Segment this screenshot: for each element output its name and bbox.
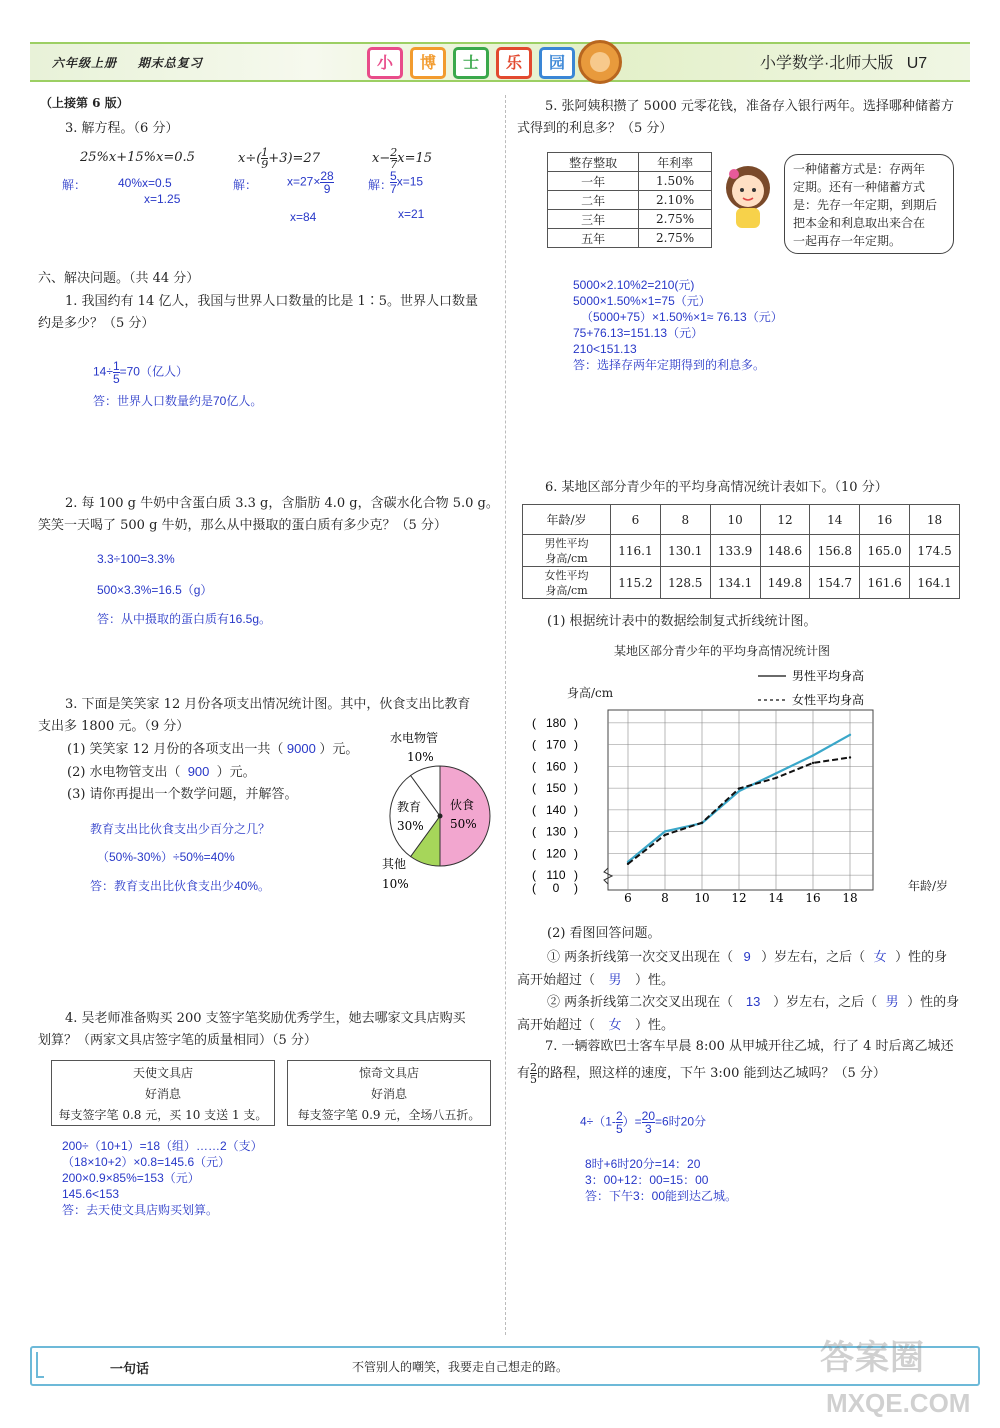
chart-xtick-10: 10 <box>694 891 710 905</box>
q1-text-2: 约是多少？（5 分） <box>38 316 155 331</box>
q6-a1-sex2: 男 <box>608 972 622 987</box>
q3-part2: (2) 水电物管支出（ 900 ）元。 <box>67 761 256 784</box>
q5-text-2: 式得到的利息多？（5 分） <box>517 121 673 136</box>
q5-line-1: 5000×2.10%2=210(元) <box>573 278 695 292</box>
q5-text-1: 5. 张阿姨积攒了 5000 元零花钱，准备存入银行两年。选择哪种储蓄方 <box>545 99 954 114</box>
eq3-text: x− $\frac{2}{7}$ x=15 <box>372 146 433 171</box>
q4-answer: 答：去天使文具店购买划算。 <box>62 1203 219 1217</box>
eq3-label: 解： <box>368 178 393 192</box>
watermark-bottom: MXQE.COM <box>826 1388 971 1418</box>
q7-calc: 4÷（1- $\frac{2}{5}$ ）= $\frac{20}{3}$ =6时20分 <box>580 1109 707 1136</box>
header-subject <box>760 50 927 73</box>
chart-ytick-bracket-r: ) <box>574 737 578 752</box>
q6-a2-age: 13 <box>745 994 761 1009</box>
q2-answer: 答：从中摄取的蛋白质有16.5g。 <box>97 612 272 626</box>
q5-line-2: 5000×1.50%×1=75（元） <box>573 294 711 308</box>
brand-char-3: 士 <box>453 47 489 79</box>
q3-part3: (3) 请你再提出一个数学问题，并解答。 <box>67 787 298 802</box>
q7-text-1: 7. 一辆蓉欧巴士客车早晨 8:00 从甲城开往乙城，行了 4 时后离乙城还 <box>545 1039 954 1054</box>
girl-avatar-icon <box>720 160 776 230</box>
chart-title: 某地区部分青少年的平均身高情况统计图 <box>614 644 831 658</box>
q2-step2: 500×3.3%=16.5（g） <box>97 583 213 597</box>
male-point-8 <box>664 830 666 832</box>
interest-table: 整存整取 年利率 一年 1.50% 二年 2.10% 三年 2.75% 五年 2.75% <box>547 152 712 248</box>
q6-text: 6. 某地区部分青少年的平均身高情况统计表如下。（10 分） <box>545 480 888 495</box>
chart-ytick-130: 130 <box>545 824 567 839</box>
expense-pie-chart <box>370 720 500 895</box>
q3-part2-answer: 900 <box>187 764 210 779</box>
height-table: 年龄/岁 6 8 10 12 14 16 18 男性平均 身高/cm 116.1 130.1 133.9 148.6 156.8 165.0 174.5 女性平均 身高/cm 115.2 128.5 134.1 149.8 154.7 161.6 164.1 <box>522 504 960 599</box>
chart-ytick-150: 150 <box>545 781 567 796</box>
header-section: 期末总复习 <box>137 56 203 70</box>
female-point-16 <box>812 762 814 764</box>
height-th-age: 年龄/岁 <box>523 505 611 535</box>
chart-ytick-bracket-r: ) <box>574 868 578 883</box>
q1-answer: 答：世界人口数量约是70亿人。 <box>93 394 263 408</box>
shop1-name: 天使文具店 <box>132 1066 193 1080</box>
q5-line-5: 210<151.13 <box>573 342 637 356</box>
chart-ytick-bracket-r: ) <box>574 715 578 730</box>
lion-mascot-icon <box>578 40 622 84</box>
q3-part1: (1) 笑笑家 12 月份的各项支出一共（ 9000 ）元。 <box>67 738 358 761</box>
q7-line-2: 3：00+12：00=15：00 <box>585 1173 709 1187</box>
q5-line-3: （5000+75）×1.50%×1≈ 76.13（元） <box>581 310 783 324</box>
brand-char-4: 乐 <box>496 47 532 79</box>
q7-answer: 答：下午3：00能到达乙城。 <box>585 1189 738 1203</box>
brand-char-2: 博 <box>410 47 446 79</box>
eq1-step1: 40%x=0.5 <box>118 176 172 190</box>
q1-calc: 14÷ $\frac{1}{5}$ =70（亿人） <box>93 359 188 386</box>
q5-solution <box>573 277 783 373</box>
q7-solution <box>585 1156 737 1204</box>
q2-text-2: 笑笑一天喝了 500 g 牛奶，那么从中摄取的蛋白质有多少克？（5 分） <box>38 518 447 533</box>
footer-label: 一句话 <box>110 1361 150 1376</box>
q6-answer1-line1: ① 两条折线第一次交叉出现在（ 9 ）岁左右，之后（ 女 ）性的身 <box>547 946 947 969</box>
q3-text-1: 3. 下面是笑笑家 12 月份各项支出情况统计图。其中，伙食支出比教育 <box>65 697 471 712</box>
legend-female-label: 女性平均身高 <box>792 693 865 707</box>
interest-th-term: 整存整取 <box>548 153 639 172</box>
q7-text-2: 有 $\frac{2}{5}$ 的路程，照这样的速度，下午 3:00 能到达乙城吗？（5 分） <box>517 1061 886 1086</box>
pie-pct-edu: 30% <box>397 819 424 833</box>
chart-ytick-140: 140 <box>545 802 567 817</box>
q3-calc: （50%-30%）÷50%=40% <box>97 850 235 864</box>
q4-line-1: 200÷（10+1）=18（组）……2（支） <box>62 1139 263 1153</box>
brand-char-5: 园 <box>539 47 575 79</box>
q1-text-1: 1. 我国约有 14 亿人，我国与世界人口数量的比是 1∶5。世界人口数量 <box>65 294 479 309</box>
q3-eq-title: 3. 解方程。（6 分） <box>65 121 179 136</box>
chart-ylabel: 身高/cm <box>567 686 614 700</box>
chart-ytick-bracket-l: ( <box>532 759 536 774</box>
chart-ytick-bracket-l: ( <box>532 715 536 730</box>
female-point-10 <box>701 822 703 824</box>
eq2-step1: x=27× $\frac{28}{9}$ <box>287 169 334 196</box>
chart-xtick-14: 14 <box>768 891 784 905</box>
eq2-text: x÷( $\frac{1}{9}$ +3)=27 <box>238 146 320 171</box>
column-divider <box>505 95 506 1335</box>
q7-line-1: 8时+6时20分=14：20 <box>585 1157 701 1171</box>
female-point-14 <box>775 777 777 779</box>
shop1-card <box>51 1060 275 1126</box>
chart-ytick-bracket-l: ( <box>532 824 536 839</box>
chart-ytick-bracket-r: ) <box>574 881 578 895</box>
pie-pct-other: 10% <box>382 877 409 891</box>
male-point-14 <box>775 772 777 774</box>
q6-a1-age: 9 <box>743 949 751 964</box>
shop2-sub: 好消息 <box>370 1087 407 1101</box>
q4-line-4: 145.6<153 <box>62 1187 120 1201</box>
male-point-16 <box>812 754 814 756</box>
chart-ytick-0: 0 <box>552 881 560 895</box>
chart-xtick-16: 16 <box>805 891 821 905</box>
interest-th-rate: 年利率 <box>639 153 712 172</box>
pie-center <box>438 814 443 819</box>
pie-pct-food: 50% <box>450 817 477 831</box>
q3-answer: 答：教育支出比伙食支出少40%。 <box>90 879 271 893</box>
page-code: U7 <box>906 55 928 72</box>
chart-ytick-170: 170 <box>545 737 567 752</box>
brand-char-1: 小 <box>367 47 403 79</box>
q3-part1-answer: 9000 <box>286 741 316 756</box>
pie-label-food: 伙食 <box>450 798 475 812</box>
q4-text-1: 4. 吴老师准备购买 200 支签字笔奖励优秀学生，她去哪家文具店购买 <box>65 1011 466 1026</box>
q6-answer2-line1: ② 两条折线第二次交叉出现在（ 13 ）岁左右，之后（ 男 ）性的身 <box>547 991 959 1014</box>
chart-ytick-bracket-l: ( <box>532 881 536 895</box>
eq1-label: 解： <box>62 178 87 192</box>
chart-ytick-bracket-r: ) <box>574 781 578 796</box>
continued-note: （上接第 6 版） <box>40 96 129 110</box>
eq1-text: 25%x+15%x=0.5 <box>80 150 195 165</box>
chart-xtick-12: 12 <box>731 891 747 905</box>
chart-frame <box>608 710 873 890</box>
chart-xtick-18: 18 <box>842 891 858 905</box>
chart-ytick-bracket-r: ) <box>574 759 578 774</box>
q6-part1: (1) 根据统计表中的数据绘制复式折线统计图。 <box>547 614 817 629</box>
q2-text-1: 2. 每 100 g 牛奶中含蛋白质 3.3 g，含脂肪 4.0 g，含碳水化合物 5.0 g。 <box>65 496 499 511</box>
female-point-18 <box>849 756 851 758</box>
pie-pct-util: 10% <box>407 750 434 764</box>
chart-xlabel: 年龄/岁 <box>908 879 949 893</box>
eq2-step2: x=84 <box>290 210 317 224</box>
shop2-card <box>287 1060 491 1126</box>
pie-label-util: 水电物管 <box>390 731 439 745</box>
chart-ytick-bracket-l: ( <box>532 781 536 796</box>
female-point-12 <box>738 787 740 789</box>
section6-title: 六、解决问题。（共 44 分） <box>38 271 200 286</box>
q5-line-4: 75+76.13=151.13（元） <box>573 326 704 340</box>
pie-slice-food <box>440 766 490 866</box>
chart-xtick-6: 6 <box>624 891 632 905</box>
female-point-6 <box>627 863 629 865</box>
chart-ytick-bracket-l: ( <box>532 802 536 817</box>
q3-text-2: 支出多 1800 元。（9 分） <box>38 719 190 734</box>
q6-a1-sex: 女 <box>873 949 887 964</box>
q6-answer2-line2: 高开始超过（ 女 ）性。 <box>517 1014 674 1037</box>
chart-ytick-120: 120 <box>545 846 567 861</box>
footer-bracket-icon <box>36 1352 44 1378</box>
q3-new-question: 教育支出比伙食支出少百分之几？ <box>90 822 271 836</box>
q4-solution <box>62 1138 263 1218</box>
q6-a2-sex: 男 <box>885 994 899 1009</box>
header-grade-section <box>52 54 203 71</box>
chart-ytick-bracket-l: ( <box>532 868 536 883</box>
chart-ytick-180: 180 <box>545 715 567 730</box>
watermark-top: 答案圈 <box>820 1339 925 1377</box>
eq3-step2: x=21 <box>398 207 425 221</box>
female-point-8 <box>664 834 666 836</box>
eq3-step1: $\frac{5}{7}$ x=15 <box>390 169 424 196</box>
shop1-offer: 每支签字笔 0.8 元，买 10 支送 1 支。 <box>58 1108 268 1122</box>
q2-step1: 3.3÷100=3.3% <box>97 552 175 566</box>
chart-ytick-110: 110 <box>546 868 566 883</box>
male-point-18 <box>849 734 851 736</box>
shop2-offer: 每支签字笔 0.9 元，全场八五折。 <box>297 1108 481 1122</box>
eq2-label: 解： <box>233 178 258 192</box>
q6-part2: (2) 看图回答问题。 <box>547 926 661 941</box>
q6-answer1-line2: 高开始超过（ 男 ）性。 <box>517 969 674 992</box>
subject-label: 小学数学·北师大版 <box>760 55 894 72</box>
chart-ytick-160: 160 <box>545 759 567 774</box>
q4-text-2: 划算？（两家文具店签字笔的质量相同）（5 分） <box>38 1033 317 1048</box>
q4-line-2: （18×10+2）×0.8=145.6（元） <box>62 1155 231 1169</box>
eq1-step2: x=1.25 <box>144 192 181 206</box>
chart-ytick-bracket-r: ) <box>574 846 578 861</box>
speech-bubble: 一种储蓄方式是：存两年 定期。还有一种储蓄方式 是：先存一年定期，到期后 把本金和利息取出来合在 一起再存一年定期。 <box>784 154 954 254</box>
chart-ytick-bracket-l: ( <box>532 737 536 752</box>
header-grade: 六年级上册 <box>52 56 118 70</box>
male-point-12 <box>738 790 740 792</box>
pie-label-other: 其他 <box>382 857 407 871</box>
chart-ytick-bracket-l: ( <box>532 846 536 861</box>
shop1-sub: 好消息 <box>144 1087 181 1101</box>
chart-xtick-8: 8 <box>661 891 669 905</box>
q6-a2-sex2: 女 <box>608 1017 622 1032</box>
height-line-chart <box>528 660 908 910</box>
q4-line-3: 200×0.9×85%=153（元） <box>62 1171 200 1185</box>
shop2-name: 惊奇文具店 <box>358 1066 419 1080</box>
chart-ytick-bracket-r: ) <box>574 802 578 817</box>
chart-ytick-bracket-r: ) <box>574 824 578 839</box>
footer-quote: 不管别人的嘲笑，我要走自己想走的路。 <box>352 1360 569 1374</box>
pie-label-edu: 教育 <box>397 800 422 814</box>
legend-male-label: 男性平均身高 <box>792 669 865 683</box>
q5-answer: 答：选择存两年定期得到的利息多。 <box>573 358 766 372</box>
